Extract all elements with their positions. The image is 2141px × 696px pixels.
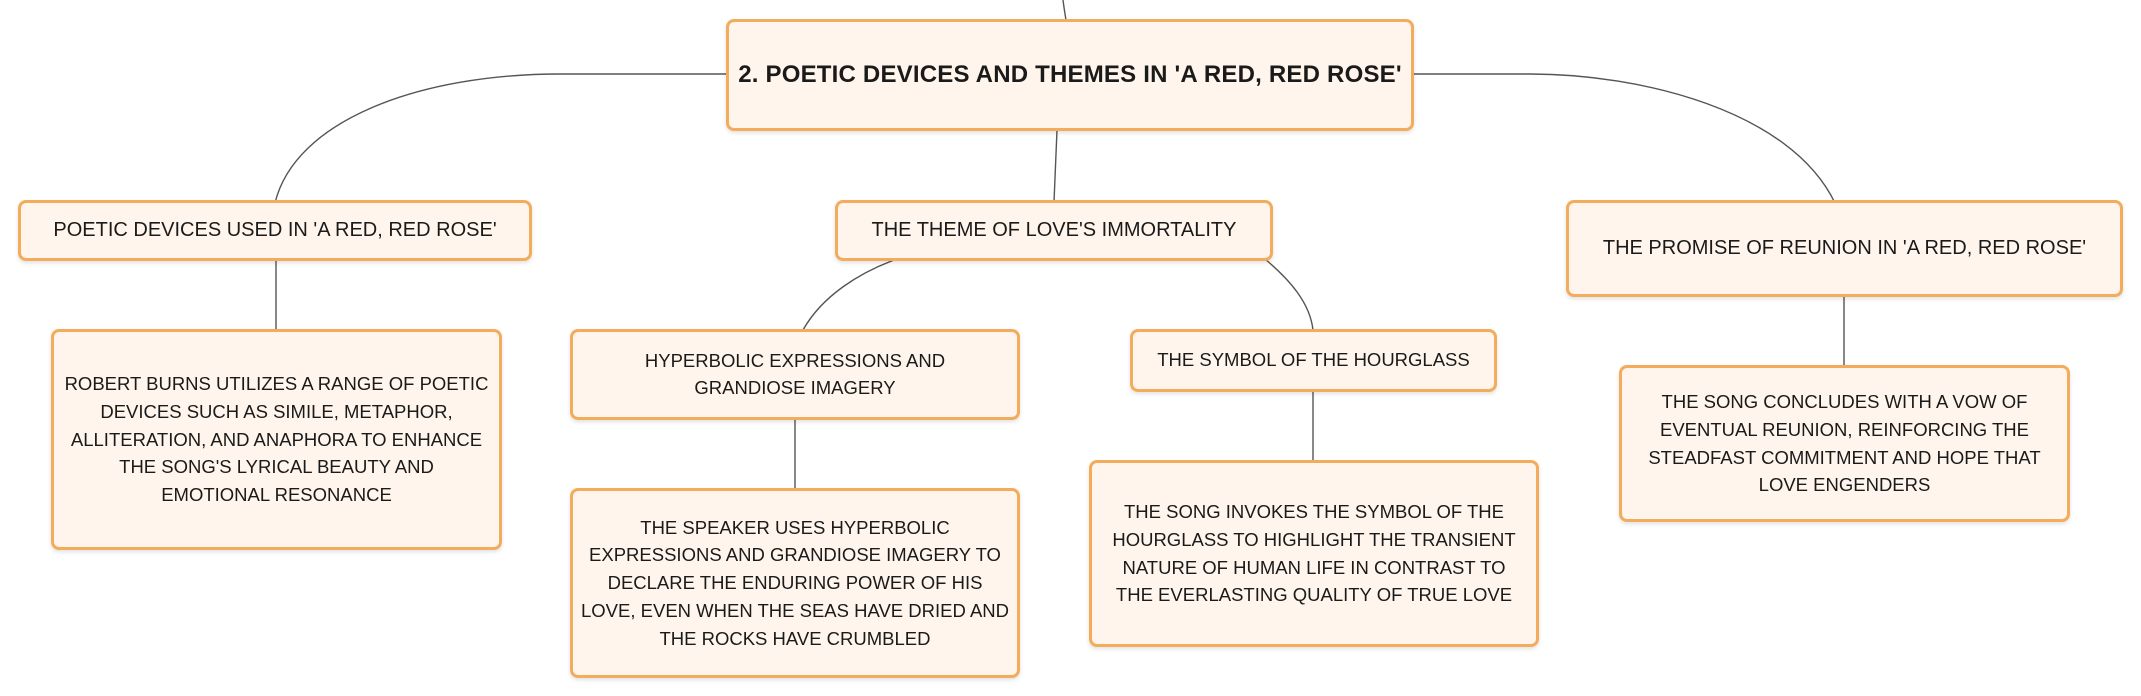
detail-promise-of-reunion-text: THE SONG CONCLUDES WITH A VOW OF EVENTUAL REUNION, REINFORCING THE STEADFAST COMMITMENT AND HOPE THAT LOVE ENGENDERS — [1648, 391, 2041, 496]
subtopic-hyperbolic-expressions[interactable] — [570, 329, 1020, 420]
topic-loves-immortality-label: THE THEME OF LOVE'S IMMORTALITY — [871, 219, 1237, 241]
connector-root-to-immortality — [1054, 130, 1057, 202]
detail-symbol-of-hourglass[interactable] — [1089, 460, 1539, 647]
connector-immortality-to-hyperbole — [803, 259, 897, 330]
detail-poetic-devices-text: ROBERT BURNS UTILIZES A RANGE OF POETIC DEVICES SUCH AS SIMILE, METAPHOR, ALLITERATION, AND ANAPHORA TO ENHANCE THE SONG'S LYRICAL BEAUTY AND EMOTIONAL RESONANCE — [64, 373, 489, 506]
topic-promise-of-reunion[interactable] — [1566, 200, 2123, 297]
detail-hyperbolic-expressions-text: THE SPEAKER USES HYPERBOLIC EXPRESSIONS AND GRANDIOSE IMAGERY TO DECLARE THE ENDURING POWER OF HIS LOVE, EVEN WHEN THE SEAS HAVE DRIED AND THE ROCKS HAVE CRUMBLED — [581, 516, 1010, 649]
detail-symbol-of-hourglass-text: THE SONG INVOKES THE SYMBOL OF THE HOURGLASS TO HIGHLIGHT THE TRANSIENT NATURE OF HUMAN LIFE IN CONTRAST TO THE EVERLASTING QUALITY OF TRUE LOVE — [1112, 501, 1516, 606]
topic-poetic-devices-label: POETIC DEVICES USED IN 'A RED, RED ROSE' — [53, 219, 497, 241]
detail-promise-of-reunion[interactable] — [1619, 365, 2070, 522]
detail-hyperbolic-expressions[interactable] — [570, 488, 1020, 678]
subtopic-hyperbolic-expressions-label: HYPERBOLIC EXPRESSIONS AND GRANDIOSE IMAGERY — [644, 349, 946, 398]
connector-parent-to-root — [1063, 0, 1066, 20]
connector-immortality-to-hourglass — [1265, 259, 1313, 330]
subtopic-symbol-of-hourglass-label: THE SYMBOL OF THE HOURGLASS — [1157, 349, 1470, 371]
topic-poetic-devices[interactable] — [18, 200, 532, 261]
root-topic[interactable] — [726, 19, 1414, 131]
topic-loves-immortality[interactable] — [835, 200, 1273, 261]
root-topic-label: 2. POETIC DEVICES AND THEMES IN 'A RED, RED ROSE' — [738, 61, 1402, 88]
connector-root-to-devices — [275, 74, 728, 203]
connector-root-to-reunion — [1413, 74, 1835, 203]
topic-promise-of-reunion-label: THE PROMISE OF REUNION IN 'A RED, RED ROSE' — [1602, 237, 2087, 259]
subtopic-symbol-of-hourglass[interactable] — [1130, 329, 1497, 392]
detail-poetic-devices[interactable] — [51, 329, 502, 550]
